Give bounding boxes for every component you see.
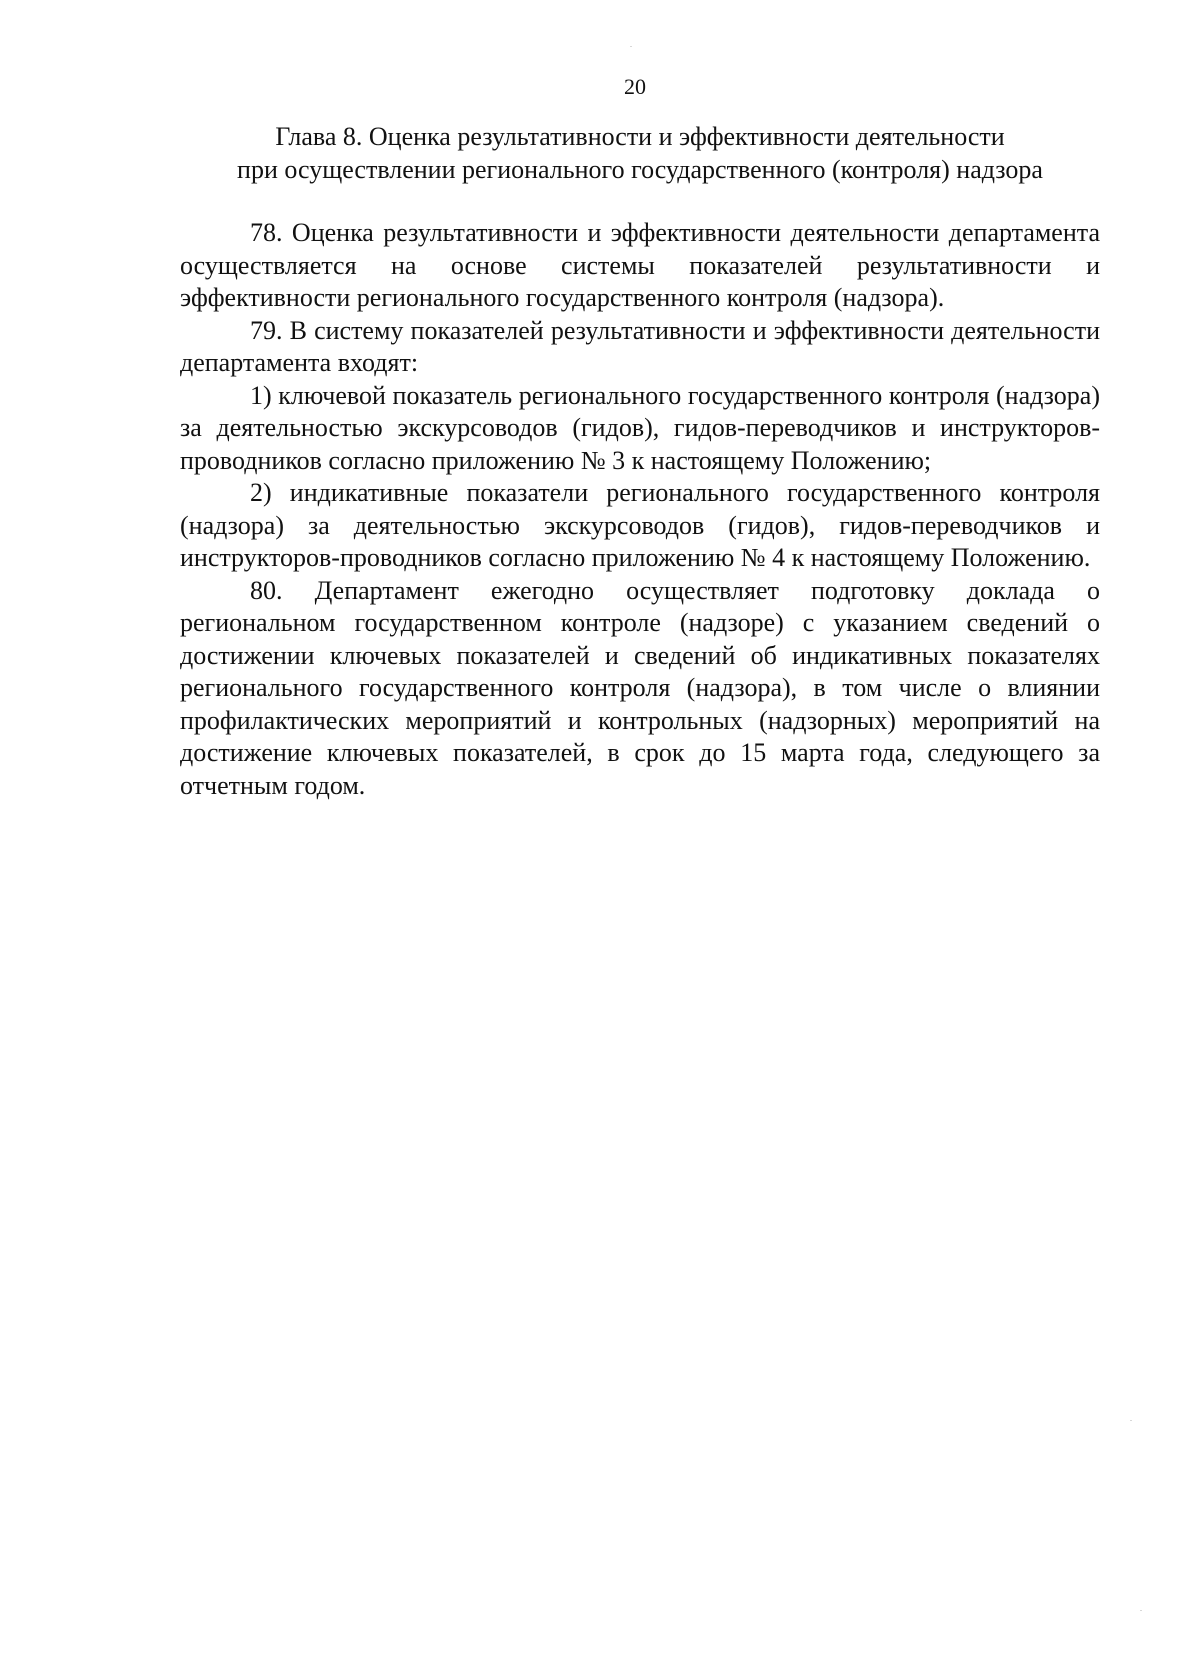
- paragraph-79: 79. В систему показателей результативности и эффективности деятельности департамента входят:: [180, 315, 1100, 377]
- scan-speck: [1140, 1610, 1142, 1611]
- scan-speck: [630, 46, 632, 47]
- chapter-title-line-1: Глава 8. Оценка результативности и эффективности деятельности: [275, 122, 1005, 151]
- chapter-title-line-2: при осуществлении регионального государственного (контроля) надзора: [237, 155, 1043, 184]
- paragraph-80: 80. Департамент ежегодно осуществляет подготовку доклада о региональном государственном контроле (надзоре) с указанием сведений о достижении ключевых показателей и сведений об индикативных показателях регионального государственного контроля (надзора), в том числе о влиянии профилактических мероприятий и контрольных (надзорных) мероприятий на достижение ключевых показателей, в срок до 15 марта года, следующего за отчетным годом.: [180, 575, 1100, 800]
- paragraph-78: 78. Оценка результативности и эффективности деятельности департамента осуществляется на основе системы показателей результативности и эффективности регионального государственного контроля (надзора).: [180, 218, 1100, 312]
- body-text: [180, 217, 1100, 802]
- scan-speck: [1130, 1420, 1132, 1421]
- paragraph-79-item-1: 1) ключевой показатель регионального государственного контроля (надзора) за деятельностью экскурсоводов (гидов), гидов-переводчиков и инструкторов-проводников согласно приложению № 3 к настоящему Положению;: [180, 380, 1100, 475]
- paragraph-79-item-2: 2) индикативные показатели регионального государственного контроля (надзора) за деятельностью экскурсоводов (гидов), гидов-переводчиков и инструкторов-проводников согласно приложению № 4 к настоящему Положению.: [180, 478, 1100, 572]
- chapter-title: [180, 120, 1100, 186]
- page-number: 20: [624, 74, 646, 99]
